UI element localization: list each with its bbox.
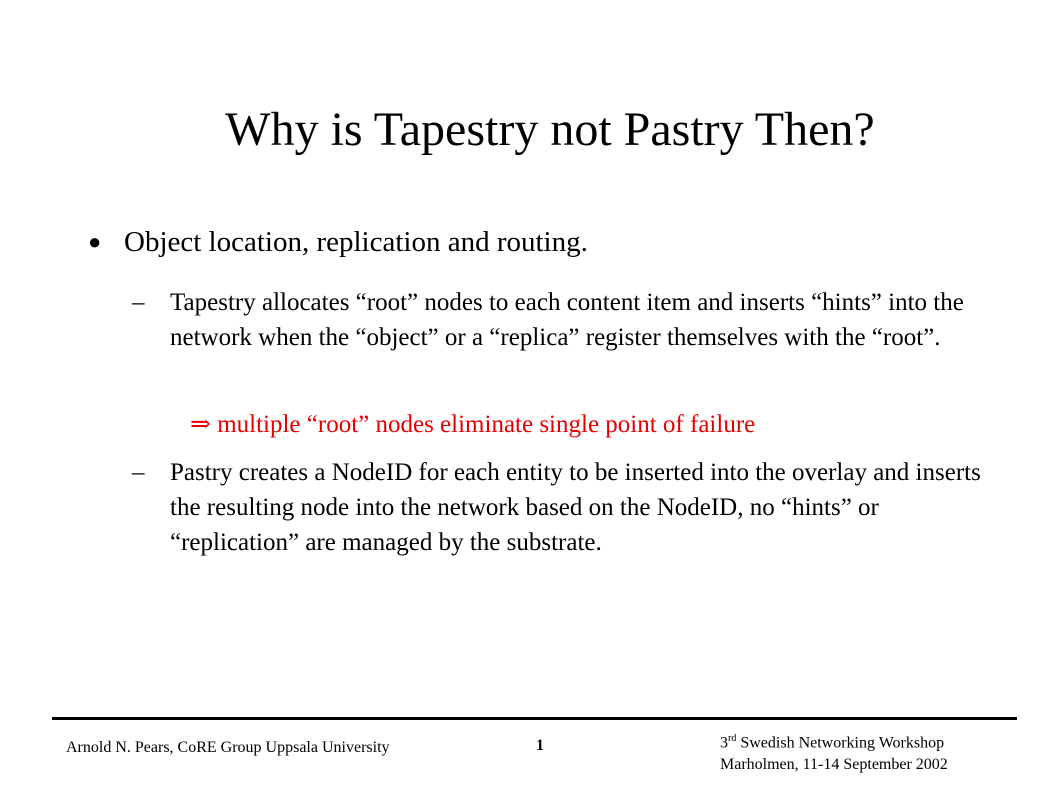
footer-event [720, 728, 948, 776]
implication-text: ⇒ multiple “root” nodes eliminate single point of failure [190, 411, 756, 438]
page-number: 1 [536, 737, 544, 754]
event-name-line [720, 728, 948, 754]
dash-icon: – [132, 459, 145, 486]
event-ordinal: 3 [720, 734, 728, 752]
event-location-date: Marholmen, 11-14 September 2002 [720, 756, 948, 774]
main-bullet-text: Object location, replication and routing. [124, 226, 588, 258]
event-ordinal-suffix: rd [728, 733, 737, 744]
sub-item-text: Pastry creates a NodeID for each entity to be inserted into the overlay and inserts the resulting node into the network based on the NodeID, no “hints” or “replication” are managed by the substrate. [170, 459, 981, 556]
sub-item-text: Tapestry allocates “root” nodes to each content item and inserts “hints” into the network when the “object” or a “replica” register themselves with the “root”. [170, 289, 964, 351]
event-name: Swedish Networking Workshop [736, 734, 945, 752]
footer-author: Arnold N. Pears, CoRE Group Uppsala University [66, 739, 390, 756]
dash-icon: – [132, 289, 145, 316]
slide-title: Why is Tapestry not Pastry Then? [225, 103, 875, 156]
bullet-dot-icon: ● [88, 229, 102, 254]
footer-divider [52, 717, 1017, 720]
